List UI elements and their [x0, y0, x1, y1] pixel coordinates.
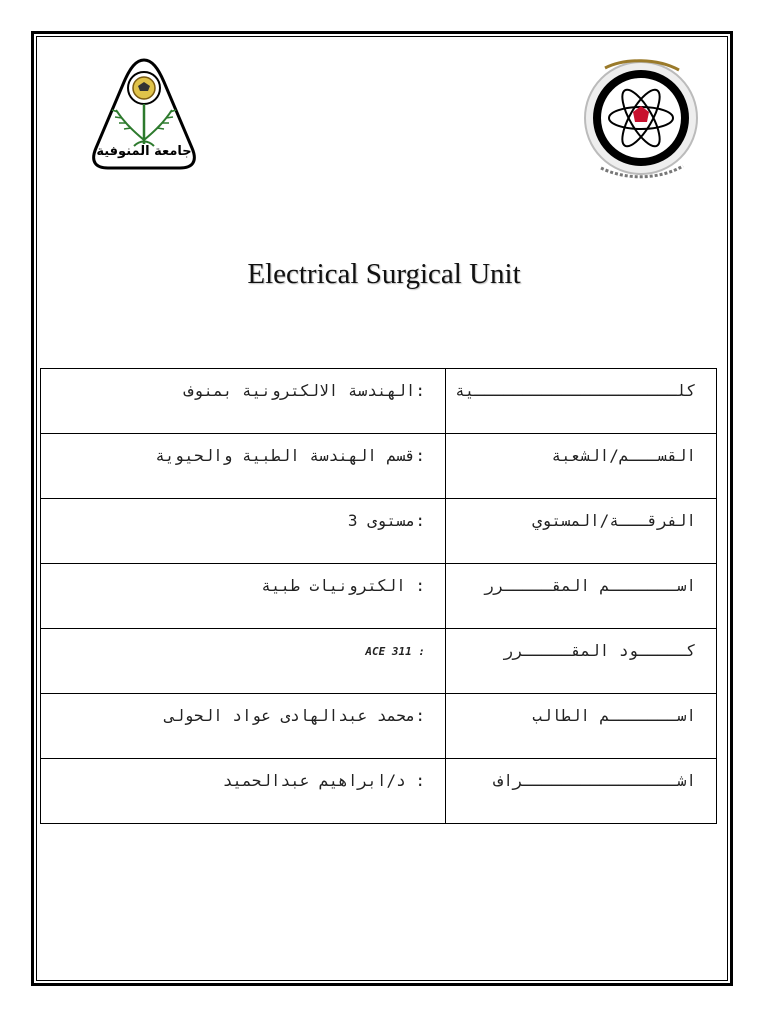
faculty-seal-logo — [575, 58, 707, 180]
level-value: :مستوى 3 — [41, 499, 446, 564]
department-label: القســـم/الشعبة — [446, 434, 717, 499]
atom-seal-icon — [575, 58, 707, 180]
document-title: Electrical Surgical Unit — [247, 258, 521, 290]
table-row — [41, 694, 717, 759]
table-row — [41, 629, 717, 694]
table-row — [41, 434, 717, 499]
student-name-value: :محمد عبدالهادى عواد الحولى — [41, 694, 446, 759]
table-row — [41, 564, 717, 629]
supervisor-value: : د/ابراهيم عبدالحميد — [41, 759, 446, 824]
course-code-value: : ACE 311 — [41, 629, 446, 694]
supervisor-label: اشــــــــــــــــراف — [446, 759, 717, 824]
course-code-label: كـــــود المقـــــرر — [446, 629, 717, 694]
university-logo-text: جامعة المنوفية — [96, 144, 192, 159]
faculty-label: كلـــــــــــــــــــــية — [446, 369, 717, 434]
course-name-label: اســـــــم المقـــــرر — [446, 564, 717, 629]
table-row — [41, 369, 717, 434]
table-row — [41, 759, 717, 824]
student-name-label: اســـــــم الطالب — [446, 694, 717, 759]
info-table — [40, 368, 717, 824]
course-name-value: : الكترونيات طبية — [41, 564, 446, 629]
level-label: الفرقـــة/المستوي — [446, 499, 717, 564]
table-row — [41, 499, 717, 564]
faculty-value: :الهندسة الالكترونية بمنوف — [41, 369, 446, 434]
department-value: :قسم الهندسة الطبية والحيوية — [41, 434, 446, 499]
